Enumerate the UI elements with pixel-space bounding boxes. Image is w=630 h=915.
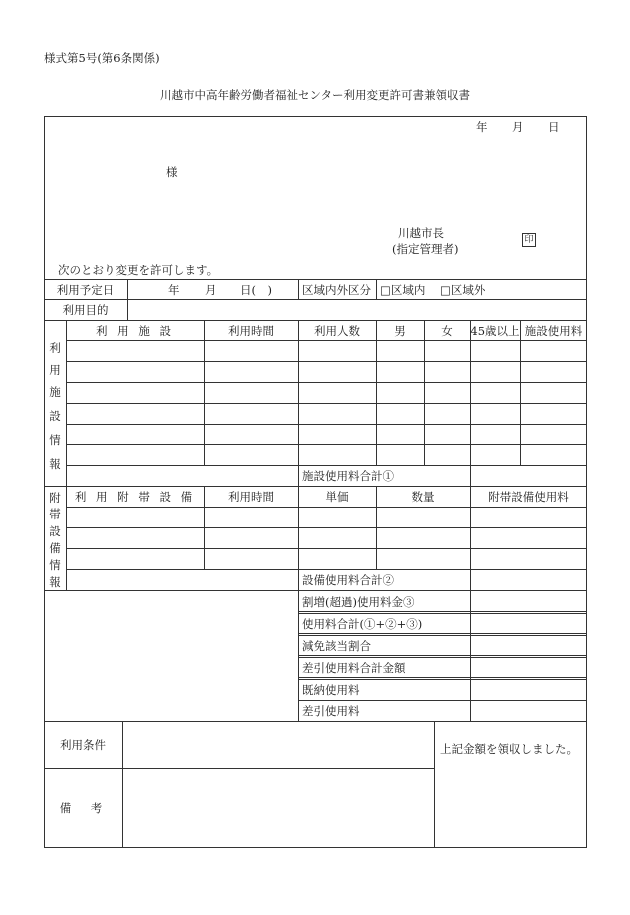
designated-manager-label: (指定管理者) — [392, 242, 459, 256]
seal-mark: 印 — [522, 233, 536, 247]
rule — [44, 721, 587, 722]
rule — [66, 465, 587, 466]
permit-statement: 次のとおり変更を許可します。 — [58, 263, 219, 277]
rule — [44, 590, 587, 591]
equipment-side-char: 備 — [49, 541, 61, 555]
purpose-label: 利用目的 — [62, 303, 109, 317]
facility-side-char: 施 — [49, 385, 61, 399]
facility-side-char: 用 — [49, 363, 61, 377]
paid-fee-label: 既納使用料 — [302, 683, 360, 697]
equipment-header-quantity: 数量 — [411, 490, 435, 504]
rule — [298, 657, 587, 658]
facility-header-over45: 45歳以上 — [470, 324, 520, 338]
surcharge-fee-label: 割増(超過)使用料金③ — [302, 595, 415, 609]
rule — [66, 382, 587, 383]
rule — [44, 299, 587, 300]
facility-side-char: 情 — [49, 433, 61, 447]
rule — [298, 613, 587, 614]
issue-year-label: 年 — [476, 120, 488, 134]
issue-day-label: 日 — [548, 120, 560, 134]
rule — [298, 635, 587, 636]
rule — [66, 507, 587, 508]
document-title: 川越市中高年齢労働者福祉センター利用変更許可書兼領収書 — [159, 88, 471, 102]
rule — [127, 279, 128, 320]
conditions-label: 利用条件 — [60, 738, 106, 752]
rule — [298, 679, 587, 680]
rule — [44, 486, 587, 487]
equipment-header-fee: 附帯設備使用料 — [488, 490, 569, 504]
equipment-side-char: 設 — [49, 524, 61, 538]
facility-header-people: 利用人数 — [314, 324, 360, 338]
equipment-header-time: 利用時間 — [228, 490, 274, 504]
equipment-fee-subtotal-label: 設備使用料合計② — [302, 573, 394, 587]
rule — [66, 569, 587, 570]
equipment-header-unit-price: 単価 — [325, 490, 349, 504]
rule — [434, 721, 435, 848]
rule — [66, 527, 587, 528]
equipment-side-char: 報 — [49, 575, 61, 589]
scheduled-year-label: 年 — [168, 283, 180, 297]
rule — [44, 320, 587, 321]
facility-header-male: 男 — [394, 324, 406, 338]
equipment-header-name: 利 用 附 帯 設 備 — [74, 490, 196, 504]
reduction-rate-label: 減免該当割合 — [302, 639, 371, 653]
receipt-statement: 上記金額を領収しました。 — [440, 742, 578, 756]
rule — [298, 677, 587, 678]
issue-month-label: 月 — [512, 120, 524, 134]
total-fee-label: 使用料合計(①+②+③) — [302, 617, 423, 631]
addressee-suffix: 様 — [166, 165, 178, 179]
rule — [44, 768, 434, 769]
rule — [66, 548, 587, 549]
equipment-side-char: 帯 — [49, 507, 61, 521]
rule — [66, 444, 587, 445]
rule — [66, 424, 587, 425]
facility-fee-subtotal-label: 施設使用料合計① — [302, 469, 394, 483]
form-number: 様式第5号(第6条関係) — [44, 51, 160, 65]
net-total-label: 差引使用料合計金額 — [302, 661, 406, 675]
facility-header-name: 利 用 施 設 — [96, 324, 174, 338]
rule — [376, 279, 377, 299]
equipment-side-char: 情 — [49, 558, 61, 572]
scheduled-month-label: 月 — [205, 283, 217, 297]
scheduled-day-label: 日( ) — [240, 283, 272, 297]
area-inside-checkbox[interactable]: □区域内 — [380, 283, 426, 297]
rule — [298, 279, 299, 299]
remarks-label: 備 考 — [59, 801, 107, 815]
facility-side-char: 設 — [49, 409, 61, 423]
rule — [298, 655, 587, 656]
balance-fee-label: 差引使用料 — [302, 704, 360, 718]
equipment-side-char: 附 — [49, 491, 61, 505]
rule — [66, 361, 587, 362]
scheduled-date-label: 利用予定日 — [56, 283, 115, 297]
rule — [66, 340, 587, 341]
rule — [298, 700, 587, 701]
rule — [298, 611, 587, 612]
facility-side-char: 報 — [49, 457, 61, 471]
facility-header-female: 女 — [441, 324, 453, 338]
rule — [298, 633, 587, 634]
area-division-label: 区域内外区分 — [302, 283, 371, 297]
rule — [66, 403, 587, 404]
facility-header-fee: 施設使用料 — [524, 324, 583, 338]
mayor-label: 川越市長 — [398, 226, 444, 240]
facility-header-time: 利用時間 — [228, 324, 274, 338]
facility-side-char: 利 — [49, 341, 61, 355]
rule — [44, 279, 587, 280]
area-outside-checkbox[interactable]: □区域外 — [440, 283, 486, 297]
rule — [122, 721, 123, 848]
